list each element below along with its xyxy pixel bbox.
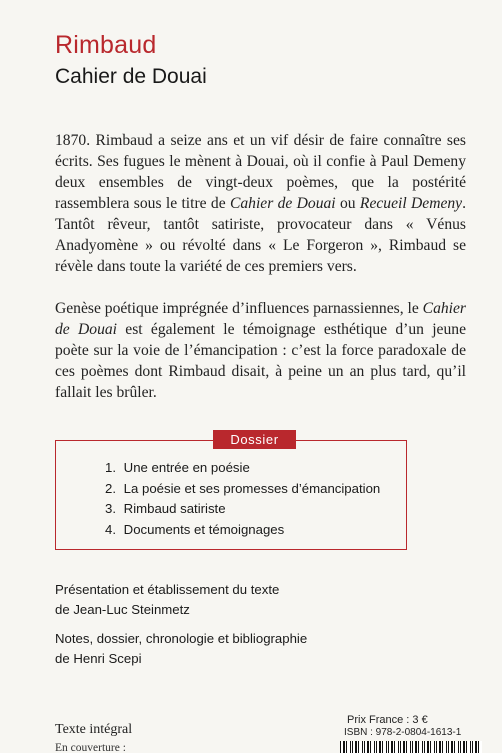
barcode-icon <box>340 741 482 753</box>
author-name: Rimbaud <box>55 31 157 59</box>
blurb-p1-italic-title: Cahier de Douai <box>229 195 336 212</box>
book-title: Cahier de Douai <box>55 65 207 88</box>
presentation-credit-line-2: de Jean-Luc Steinmetz <box>55 602 190 617</box>
dossier-item <box>105 458 380 479</box>
blurb-paragraph-1 <box>55 130 466 277</box>
dossier-contents-list <box>105 458 380 540</box>
dossier-label: Dossier <box>213 430 296 449</box>
dossier-item <box>105 520 380 541</box>
dossier-item <box>105 499 380 520</box>
isbn-label: ISBN : 978-2-0804-1613-1 <box>344 727 462 738</box>
cover-credit-cutoff: En couverture : <box>55 742 126 754</box>
notes-credit-line-1: Notes, dossier, chronologie et bibliographie <box>55 631 308 646</box>
dossier-item-number: 3. <box>105 501 116 516</box>
blurb-p1-text-a: 1870. Rimbaud a seize ans et un vif désir de faire connaître ses écrits. Ses fugues le mènent à Douai, où il confie à Paul Demeny deux ensembles de vingt-deux poèmes, que la postérité rassemblera sous le titre de <box>55 132 466 212</box>
notes-credit-line-2: de Henri Scepi <box>55 651 142 666</box>
blurb-p2-text-a: Genèse poétique imprégnée d’influences parnassiennes, le <box>55 300 423 317</box>
dossier-item <box>105 479 380 500</box>
dossier-item-text: La poésie et ses promesses d’émancipation <box>123 480 381 496</box>
dossier-item-text: Documents et témoignages <box>123 521 285 537</box>
blurb-paragraph-2 <box>55 298 466 403</box>
blurb-p1-text-c: . Tantôt rêveur, tantôt satiriste, provocateur dans « Vénus Anadyomène » ou révolté dans « Le Forgeron », Rimbaud se révèle dans toute la variété de ces premiers vers. <box>55 195 466 275</box>
presentation-credit <box>55 580 279 620</box>
blurb-p2-text-b: est également le témoignage esthétique d’un jeune poète sur la voie de l’émancipation : c’est la force paradoxale de ces poèmes dont Rimbaud disait, à peine un an plus tard, qu’il fallait les brûler. <box>55 321 466 401</box>
dossier-item-number: 4. <box>105 521 116 537</box>
full-text-note: Texte intégral <box>55 722 133 737</box>
blurb-p1-text-b: ou <box>335 195 360 212</box>
notes-credit <box>55 629 307 669</box>
blurb-p2-italic-title: Cahier de Douai <box>55 300 466 338</box>
dossier-item-number: 1. <box>105 460 116 475</box>
dossier-item-text: Rimbaud satiriste <box>123 501 226 516</box>
price-label: Prix France : 3 € <box>347 714 428 726</box>
blurb-p1-italic-alt-title: Recueil Demeny <box>359 195 463 212</box>
dossier-item-number: 2. <box>105 480 116 496</box>
dossier-item-text: Une entrée en poésie <box>123 460 250 475</box>
presentation-credit-line-1: Présentation et établissement du texte <box>55 582 280 597</box>
